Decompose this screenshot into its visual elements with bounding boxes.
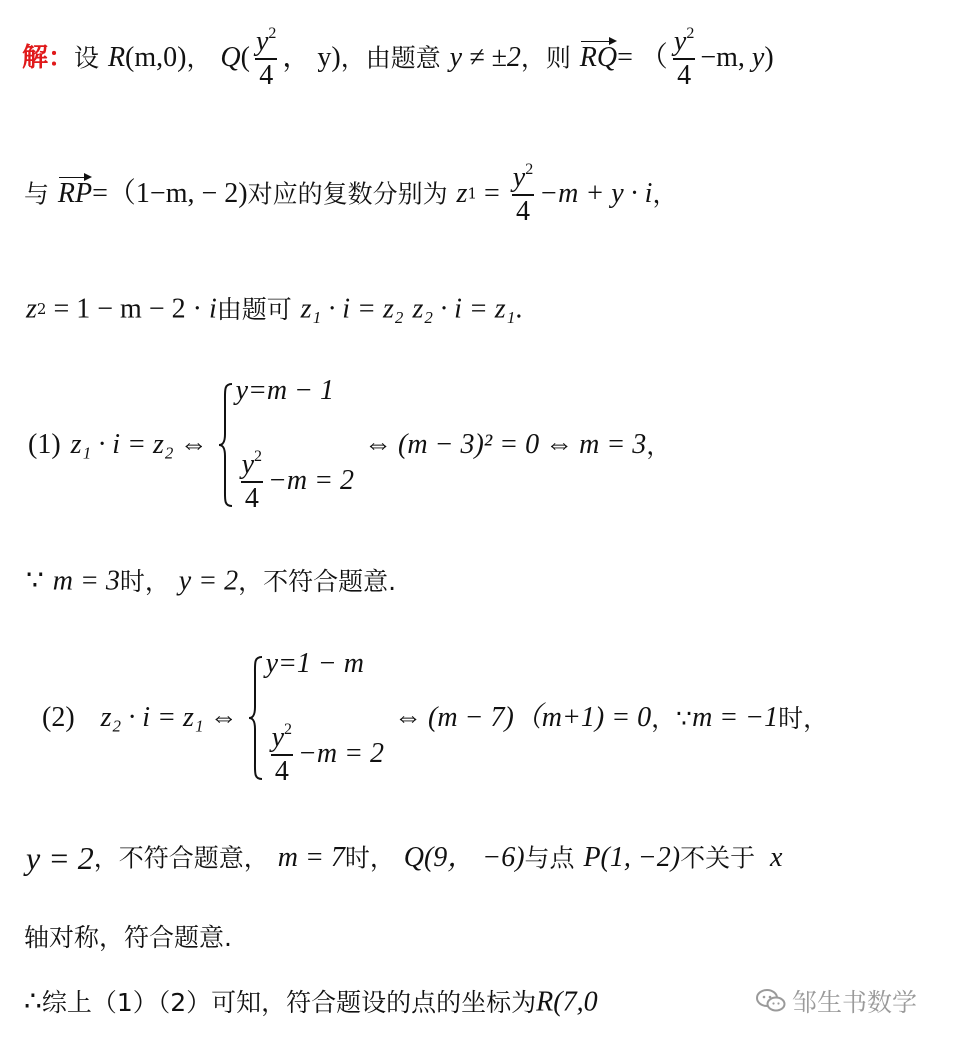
line-8: 轴对称，符合题意. xyxy=(24,923,232,952)
case-1: (1) z₁ · i = z₂ ⇔ y=m − 1 $\frac{y^2}{4}$ −m = 2 ⇔ (m − 3)² = 0 ⇔ m = 3 ， xyxy=(28,375,672,514)
line-2: 与 RP=（1−m, − 2)对应的复数分别为 z1 = $\frac{y^2}{4}$ −m + y · i， xyxy=(24,161,678,227)
line-3: z2 = 1 − m − 2 · i由题可 z₁ · i = z₂ z₂ · i = z₁. xyxy=(26,293,523,325)
line-5: ∵ m = 3时， y = 2，不符合题意. xyxy=(26,565,397,597)
case-2: (2) z₂ · i = z₁ ⇔ y=1 − m $\frac{y^2}{4}$ −m = 2 ⇔ (m − 7)（m+1) = 0 ，∵ m = −1 时， xyxy=(42,648,829,787)
vector-rq: RQ xyxy=(579,42,618,73)
line-9: ∴综上（1）（2）可知，符合题设的点的坐标为R(7,0 xyxy=(24,986,598,1018)
watermark xyxy=(756,983,917,1019)
equation-system: y=1 − m $\frac{y^2}{4}$ −m = 2 xyxy=(248,650,384,786)
left-brace-icon xyxy=(218,382,234,508)
wechat-icon xyxy=(756,988,786,1014)
line-7: y = 2，不符合题意， m = 7时， Q(9， −6)与点 P(1, −2)不关于 x xyxy=(26,840,783,876)
left-brace-icon xyxy=(248,655,264,781)
vector-rp: RP xyxy=(57,178,93,209)
equation-system: y=m − 1 $\frac{y^2}{4}$ −m = 2 xyxy=(218,377,354,513)
case-label: (2) xyxy=(42,702,75,733)
case-label: (1) xyxy=(28,429,61,460)
line-1: 解：设 R(m,0)， Q( $\frac{y^2}{4}$ ， y)，由题意 y ≠ ±2，则 RQ= （ $\frac{y^2}{4}$ −m, y) xyxy=(22,25,774,91)
watermark-text: 邹生书数学 xyxy=(791,988,917,1017)
fraction-y2-over-4: $\frac{y^2}{4}$ xyxy=(255,25,277,91)
fraction-y2-over-4: $\frac{y^2}{4}$ xyxy=(673,25,695,91)
fraction-y2-over-4: $\frac{y^2}{4}$ xyxy=(512,161,534,227)
solution-label: 解： xyxy=(22,43,75,73)
